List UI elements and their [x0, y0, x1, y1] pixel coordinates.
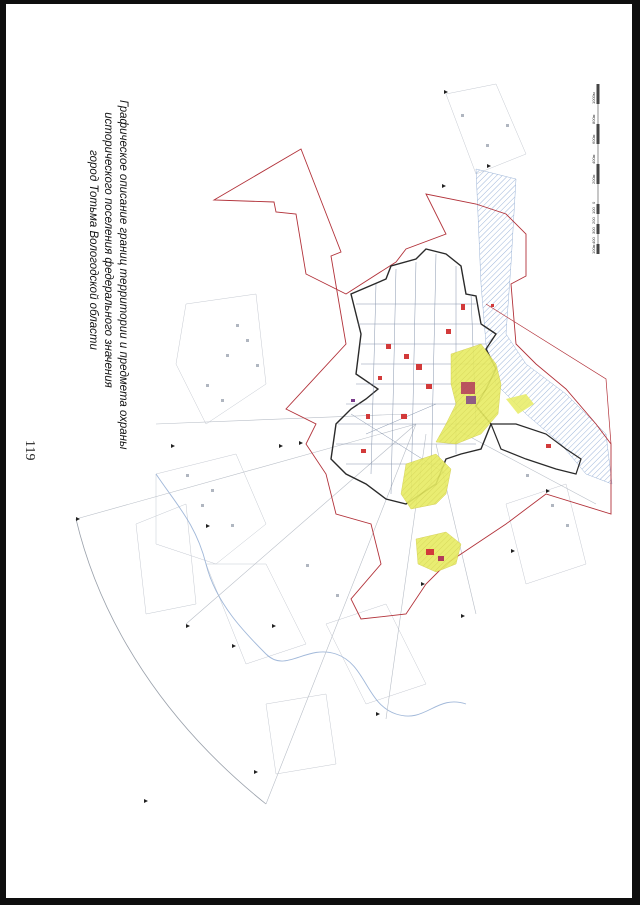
- town-plan-map: [6, 4, 632, 898]
- arc-line: [76, 519, 266, 804]
- scale-label-7: 400м: [591, 154, 596, 164]
- scale-label-8: 600м: [591, 134, 596, 144]
- title-line-2: исторического поселения федерального значения: [102, 112, 114, 388]
- protected-zone-monastery: [416, 532, 461, 572]
- scale-label-5: 0: [591, 201, 596, 204]
- scale-label-9: 800м: [591, 114, 596, 124]
- protected-zone-south: [401, 454, 451, 509]
- scale-label-4: 100: [591, 207, 596, 214]
- document-page: [6, 4, 632, 898]
- scale-label-2: 300: [591, 227, 596, 234]
- scale-label-6: 200м: [591, 174, 596, 184]
- title-line-3: город Тотьма Вологодской области: [87, 150, 99, 350]
- title-line-1: Графическое описание границ территории и предмета охраны: [117, 100, 129, 450]
- scale-label-1: 400: [591, 237, 596, 244]
- scale-label-0: 100м: [591, 244, 596, 254]
- radial-lines: [76, 414, 596, 804]
- page-number: 119: [22, 440, 37, 461]
- scale-label-3: 200: [591, 217, 596, 224]
- stream-line: [156, 474, 466, 716]
- scale-bar: [591, 84, 600, 254]
- scale-label-10: 1000м: [591, 92, 596, 104]
- surrounding-terrain: [136, 84, 586, 774]
